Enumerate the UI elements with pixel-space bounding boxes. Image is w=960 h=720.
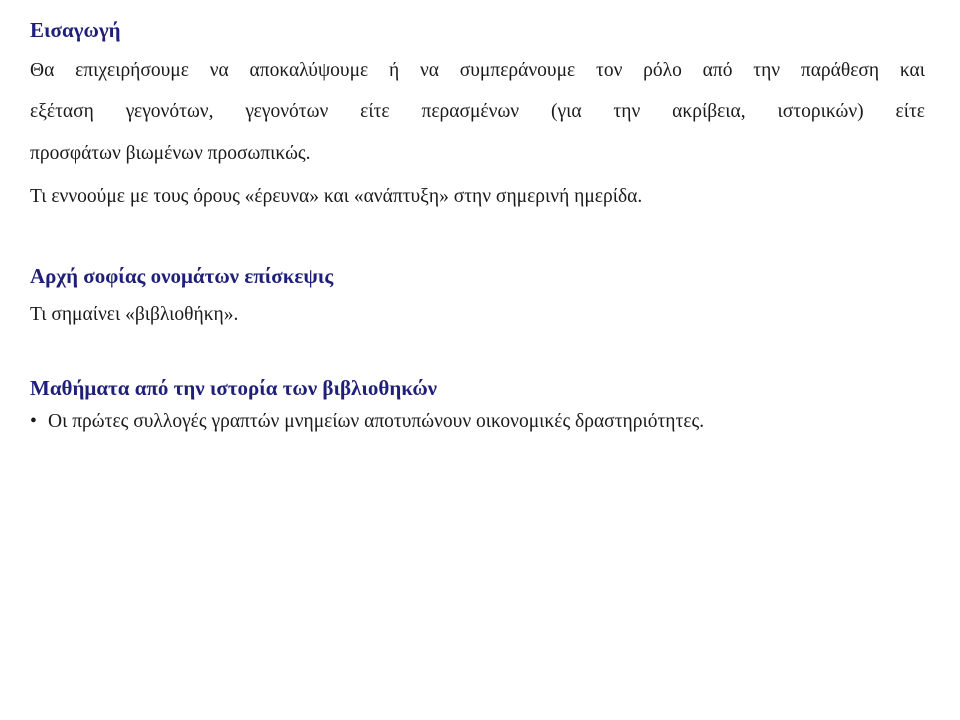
history-bullet-text: Οι πρώτες συλλογές γραπτών μνημείων αποτυπώνουν οικονομικές δραστηριότητες. [48,411,705,432]
intro-paragraph-line-2: εξέταση γεγονότων, γεγονότων είτε περασμένων (για την ακρίβεια, ιστορικών) είτε [30,101,925,122]
wisdom-line-1: Τι σημαίνει «βιβλιοθήκη». [30,304,239,325]
intro-heading: Εισαγωγή [30,18,121,42]
history-bullet-item [30,411,704,433]
intro-paragraph-line-3: προσφάτων βιωμένων προσωπικώς. [30,143,311,164]
intro-paragraph-line-4: Τι εννοούμε με τους όρους «έρευνα» και «ανάπτυξη» στην σημερινή ημερίδα. [30,186,643,207]
intro-paragraph-line-1: Θα επιχειρήσουμε να αποκαλύψουμε ή να συμπεράνουμε τον ρόλο από την παράθεση και [30,60,925,81]
history-heading: Μαθήματα από την ιστορία των βιβλιοθηκών [30,376,438,400]
bullet-icon: • [30,411,37,432]
wisdom-heading: Αρχή σοφίας ονομάτων επίσκεψις [30,264,334,288]
